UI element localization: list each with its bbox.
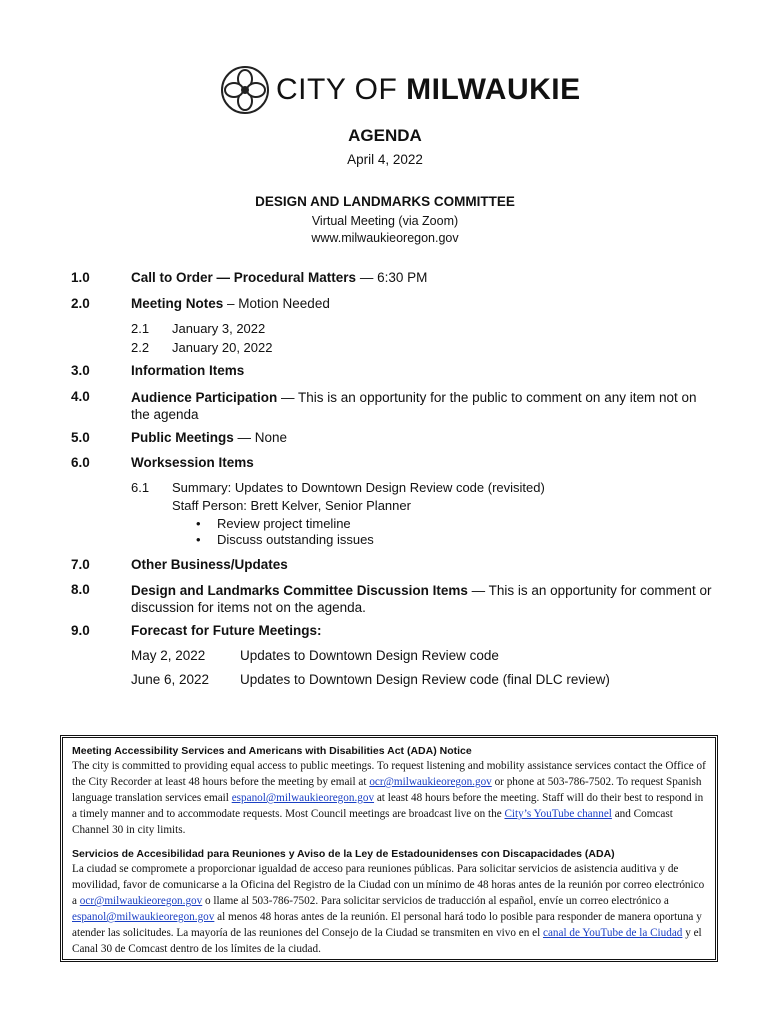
item-title: Information Items	[131, 363, 245, 378]
notice-text: or phone at 503-786-7502. To request Spanish language translation services email	[72, 776, 702, 804]
website-url: www.milwaukieoregon.gov	[311, 231, 459, 245]
city-logo	[220, 62, 581, 118]
list-item: Review project timeline	[217, 516, 351, 531]
sub-item-summary: Summary: Updates to Downtown Design Review code (revisited)	[172, 480, 545, 495]
item-title: Call to Order — Procedural Matters	[131, 270, 357, 285]
item-title: Forecast for Future Meetings:	[131, 623, 322, 638]
item-title: Audience Participation	[131, 390, 278, 405]
item-number: 2.0	[71, 296, 90, 311]
item-detail: — This is an opportunity for the public to comment on any item not on the agenda	[131, 390, 697, 422]
notice-text: o llame al 503-786-7502. Para solicitar servicios de traducción al español, envíe un correo electrónico a	[202, 895, 669, 907]
meeting-topic: Updates to Downtown Design Review code (final DLC review)	[240, 672, 610, 687]
item-meeting-notes	[131, 296, 330, 311]
sub-item-text: January 20, 2022	[172, 340, 273, 355]
notice-text: The city is committed to providing equal access to public meetings. To request listening and mobility assistance services contact the Office of the City Recorder at least 48 hours before the meeting by email at	[72, 760, 706, 788]
ada-notice-body-en	[72, 758, 707, 838]
item-title: Design and Landmarks Committee Discussion Items	[131, 583, 468, 598]
notice-text: at least 48 hours before the meeting. Staff will do their best to respond in a timely manner and to accommodate requests. Most Council meetings are broadcast live on the	[72, 792, 704, 820]
youtube-link[interactable]: City’s YouTube channel	[504, 808, 612, 820]
item-detail: — 6:30 PM	[356, 270, 428, 285]
sub-item-staff: Staff Person: Brett Kelver, Senior Planner	[172, 498, 411, 513]
item-title: Meeting Notes	[131, 296, 224, 311]
item-audience-participation	[131, 389, 716, 423]
page-title: AGENDA	[348, 126, 422, 145]
notice-text: La ciudad se compromete a proporcionar igualdad de acceso para reuniones públicas. Para solicitar servicios de asistencia auditiva y de movilidad, favor de comunicarse a la Oficina del Registro de la Ciudad con un mínimo de 48 horas antes de la reunión por correo electrónico a	[72, 863, 705, 907]
meeting-topic: Updates to Downtown Design Review code	[240, 648, 499, 663]
youtube-link[interactable]: canal de YouTube de la Ciudad	[542, 927, 683, 939]
notice-text: y el Canal 30 de Comcast dentro de los límites de la ciudad.	[72, 927, 702, 955]
item-number: 1.0	[71, 270, 90, 285]
item-number: 9.0	[71, 623, 90, 638]
meeting-venue: Virtual Meeting (via Zoom)	[311, 214, 459, 228]
item-information	[131, 363, 244, 378]
org-name-light: CITY OF	[276, 73, 407, 106]
item-number: 6.0	[71, 455, 90, 470]
notice-text: and Comcast Channel 30 in city limits.	[72, 808, 673, 836]
email-link[interactable]: espanol@milwaukieoregon.gov	[72, 911, 215, 923]
email-link[interactable]: ocr@milwaukieoregon.gov	[79, 895, 203, 907]
org-name-bold: MILWAUKIE	[406, 73, 581, 106]
ada-notice-body-es	[72, 861, 707, 957]
item-number: 4.0	[71, 389, 90, 404]
bullet-icon: •	[196, 516, 201, 531]
item-forecast	[131, 623, 322, 638]
item-detail: – Motion Needed	[223, 296, 330, 311]
org-name	[276, 73, 581, 107]
sub-item-text: January 3, 2022	[172, 321, 266, 336]
ada-notice-box	[60, 735, 718, 962]
ada-notice-title-en: Meeting Accessibility Services and Americans with Disabilities Act (ADA) Notice	[72, 745, 472, 757]
item-number: 5.0	[71, 430, 90, 445]
item-title: Public Meetings	[131, 430, 234, 445]
item-call-to-order	[131, 270, 427, 285]
item-number: 7.0	[71, 557, 90, 572]
email-link[interactable]: ocr@milwaukieoregon.gov	[369, 776, 492, 788]
item-number: 8.0	[71, 582, 90, 597]
item-title: Other Business/Updates	[131, 557, 288, 572]
ada-notice-title-es: Servicios de Accesibilidad para Reuniones y Aviso de la Ley de Estadounidenses con Discapacidades (ADA)	[72, 848, 615, 860]
sub-item-number: 2.1	[131, 321, 150, 336]
list-item: Discuss outstanding issues	[217, 532, 374, 547]
meeting-date: June 6, 2022	[131, 672, 210, 687]
item-detail: — This is an opportunity for comment or discussion for items not on the agenda.	[131, 583, 712, 615]
item-dlc-discussion	[131, 582, 721, 616]
committee-name: DESIGN AND LANDMARKS COMMITTEE	[255, 194, 515, 209]
sub-item-number: 2.2	[131, 340, 150, 355]
item-worksession	[131, 455, 254, 470]
item-title: Worksession Items	[131, 455, 254, 470]
item-number: 3.0	[71, 363, 90, 378]
item-detail: — None	[233, 430, 288, 445]
meeting-date: May 2, 2022	[131, 648, 206, 663]
sub-item-number: 6.1	[131, 480, 150, 495]
item-other-business	[131, 557, 288, 572]
bullet-icon: •	[196, 532, 201, 547]
email-link[interactable]: espanol@milwaukieoregon.gov	[231, 792, 375, 804]
notice-text: al menos 48 horas antes de la reunión. El personal hará todo lo posible para responder de manera oportuna y atender las solicitudes. La mayoría de las reuniones del Consejo de la Ciudad se transmiten en vivo en el	[72, 911, 702, 939]
item-public-meetings	[131, 430, 287, 445]
agenda-date: April 4, 2022	[347, 152, 423, 167]
dogwood-flower-icon	[220, 65, 270, 115]
